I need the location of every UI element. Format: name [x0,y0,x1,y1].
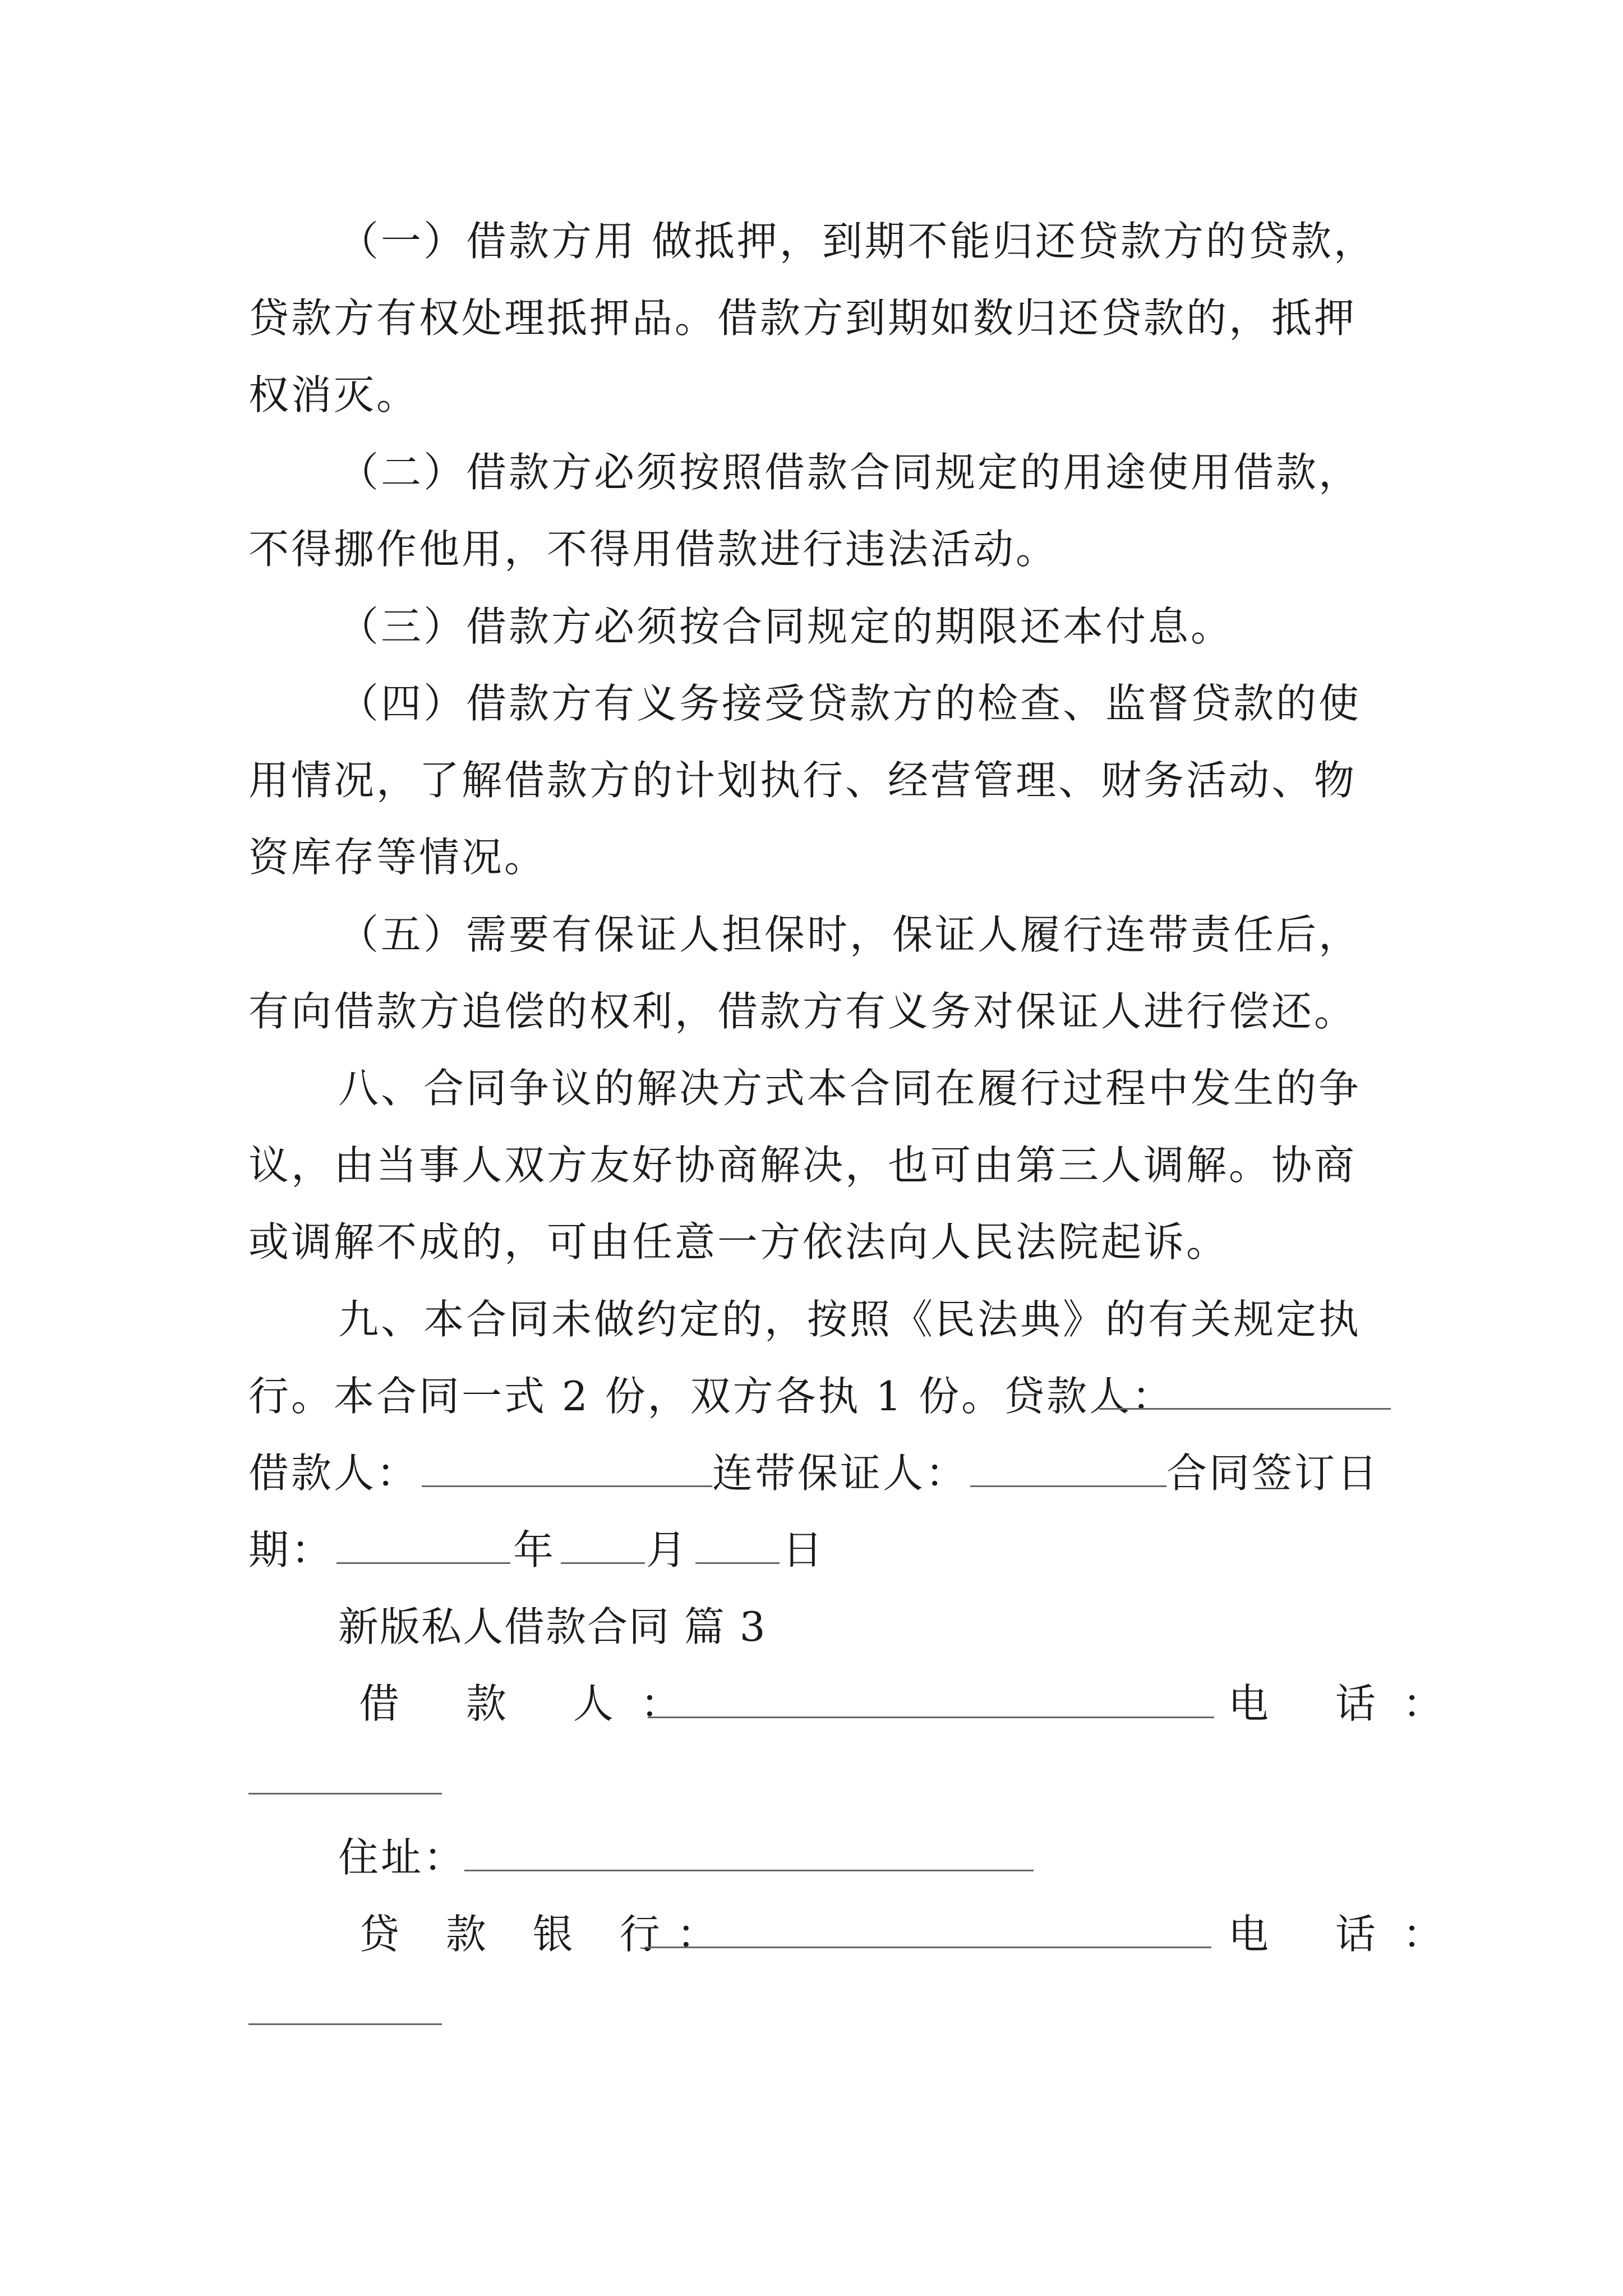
address-blank[interactable] [464,1870,1034,1871]
clause-2: （二）借款方必须按照借款合同规定的用途使用借款，不得挪作他用，不得用借款进行违法活动。 [248,449,1362,573]
clause-dispute: 八、合同争议的解决方式本合同在履行过程中发生的争议，由当事人双方友好协商解决，也可由第三人调解。协商或调解不成的，可由任意一方依法向人民法院起诉。 [248,1065,1362,1266]
section-title: 新版私人借款合同 篇 3 [338,1603,767,1650]
clause-3: （三）借款方必须按合同规定的期限还本付息。 [338,603,1234,650]
address-label: 住址： [338,1834,467,1881]
clause-nine-line2 [248,1358,1174,1435]
lender-blank[interactable] [1099,1408,1391,1410]
clause-4: （四）借款方有义务接受贷款方的检查、监督贷款的使用情况，了解借款方的计划执行、经营管理、财务活动、物资库存等情况。 [248,680,1362,881]
clause-nine-line1: 九、本合同未做约定的，按照《民法典》的有关规定执 [338,1296,1362,1343]
year-blank[interactable] [336,1562,510,1564]
bank-phone-label: 电 话： [1228,1911,1470,1958]
borrower-phone-label: 电 话： [1228,1680,1470,1727]
borrower-label: 借 款 人： [359,1680,708,1727]
sign-date-label-cont: 期： [248,1526,334,1573]
clause-5: （五）需要有保证人担保时，保证人履行连带责任后，有向借款方追偿的权利，借款方有义务对保证人进行偿还。 [248,911,1362,1035]
guarantor-label: 连带保证人： [712,1450,969,1497]
bank-label: 贷 款 银 行： [359,1911,734,1958]
year-label: 年 [513,1526,556,1573]
sign-date-label: 合同签订日 [1166,1450,1380,1497]
month-blank[interactable] [561,1562,645,1564]
borrower-phone-blank[interactable] [248,1793,442,1795]
month-label: 月 [646,1526,689,1573]
day-blank[interactable] [695,1562,780,1564]
borrower-label-inline: 借款人： [248,1450,419,1497]
clause-1: （一）借款方用 做抵押，到期不能归还贷款方的贷款，贷款方有权处理抵押品。借款方到期如数归还贷款的，抵押权消灭。 [248,218,1376,418]
borrower-blank[interactable] [422,1485,712,1487]
clause-nine-line2-text: 行。本合同一式 2 份，双方各执 1 份。贷款人： [248,1373,1175,1420]
day-label: 日 [782,1526,826,1573]
borrower-name-blank[interactable] [648,1717,1214,1718]
guarantor-blank[interactable] [970,1485,1166,1487]
bank-phone-blank[interactable] [248,2023,442,2025]
bank-blank[interactable] [645,1947,1211,1948]
